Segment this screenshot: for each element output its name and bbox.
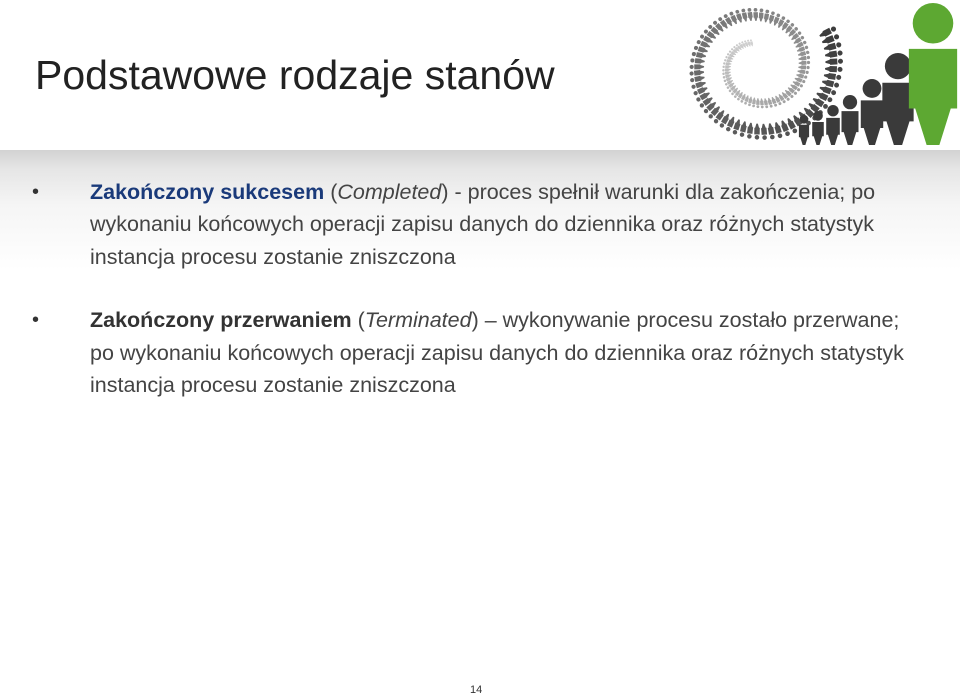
- person-figure: [761, 124, 768, 141]
- bullet-list: [32, 176, 920, 401]
- person-figure: [825, 50, 843, 59]
- person-figure: [842, 95, 859, 145]
- paren-open: (: [351, 308, 365, 333]
- person-figure: [722, 68, 731, 72]
- person-figure: [760, 98, 764, 108]
- person-figure: [825, 58, 843, 65]
- people-spiral-icon: [628, 0, 960, 152]
- person-figure: [754, 124, 760, 140]
- bullet-terminated: [32, 304, 920, 401]
- slide-header: [0, 0, 960, 152]
- term-terminated-en: Terminated: [364, 308, 472, 333]
- person-figure: [861, 79, 883, 145]
- person-figure: [739, 121, 748, 138]
- person-figure: [825, 66, 843, 73]
- slide-title: Podstawowe rodzaje stanów: [35, 52, 555, 98]
- person-figure: [691, 51, 706, 58]
- person-figure: [752, 97, 756, 107]
- person-figure: [741, 8, 749, 22]
- person-figure: [799, 60, 811, 65]
- person-figure: [690, 58, 705, 64]
- person-figure: [747, 8, 753, 22]
- person-figure: [798, 65, 810, 69]
- person-figure: [756, 98, 759, 108]
- person-figure: [909, 3, 957, 145]
- person-figure: [767, 123, 775, 140]
- person-figure: [753, 8, 758, 21]
- person-figure: [824, 72, 842, 80]
- person-figure: [826, 105, 840, 145]
- person-figure: [812, 111, 824, 145]
- term-completed-en: Completed: [337, 180, 442, 204]
- description-terminated: ) – wykonywanie procesu zostało przerwane; po wykonaniu końcowych operacji zapisu danych do dziennika oraz różnych statystyk instancja procesu zostanie zniszczona: [90, 308, 904, 398]
- standing-figures: [799, 3, 957, 145]
- person-figure: [722, 65, 730, 68]
- person-figure: [797, 69, 809, 74]
- term-terminated: Zakończony przerwaniem: [90, 308, 352, 333]
- person-figure: [759, 8, 764, 21]
- person-figure: [763, 98, 768, 109]
- bullet-dot: •: [32, 309, 40, 332]
- term-completed: Zakończony sukcesem: [90, 180, 325, 204]
- person-figure: [690, 64, 705, 69]
- person-figure: [723, 62, 731, 65]
- person-figure: [746, 123, 753, 139]
- page-number: 14: [470, 684, 483, 696]
- person-figure: [798, 55, 810, 61]
- person-figure: [799, 115, 809, 145]
- person-figure: [689, 70, 704, 77]
- bullet-completed: [32, 176, 920, 273]
- paren-open: (: [324, 180, 338, 204]
- person-figure: [690, 75, 705, 83]
- description-completed: ) - proces spełnił warunki dla zakończenia; po wykonaniu końcowych operacji zapisu danych do dziennika oraz różnych statystyk instancja procesu zostanie zniszczona: [90, 180, 876, 269]
- person-figure: [763, 9, 769, 22]
- bullet-dot: •: [32, 181, 40, 203]
